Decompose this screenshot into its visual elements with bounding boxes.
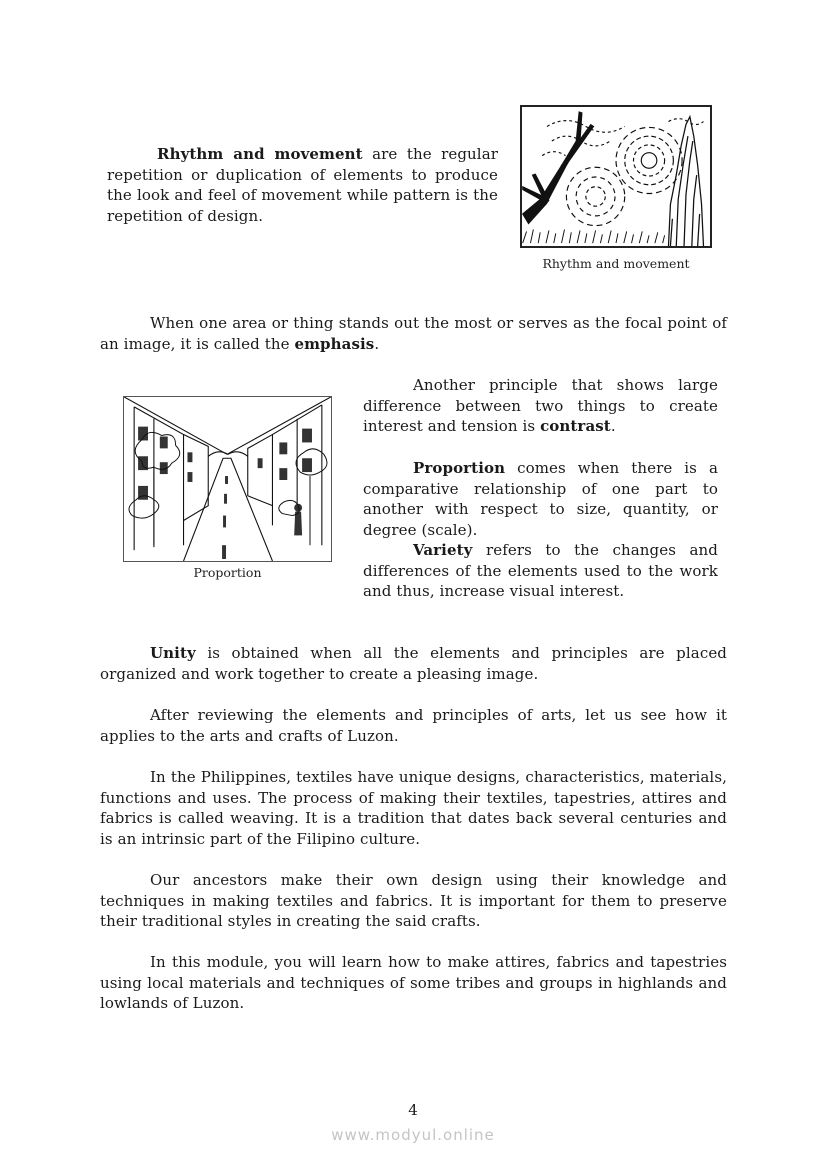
rhythm-term: Rhythm and movement xyxy=(157,145,363,163)
proportion-text: comes when there is a comparative relationship of one part to another with respect to size, quantity, or degree (scale). xyxy=(363,459,718,539)
rhythm-caption: Rhythm and movement xyxy=(542,256,690,271)
philippines-paragraph xyxy=(100,767,727,849)
proportion-term: Proportion xyxy=(413,459,506,477)
reviewing-text: After reviewing the elements and principles of arts, let us see how it applies to the arts and crafts of Luzon. xyxy=(100,706,727,745)
reviewing-paragraph xyxy=(100,705,727,746)
unity-paragraph xyxy=(100,643,727,684)
rhythm-text: are the regular repetition or duplication of elements to produce the look and feel of movement while pattern is the repetition of design. xyxy=(107,145,499,225)
module-paragraph xyxy=(100,952,727,1014)
ancestors-paragraph xyxy=(100,870,727,932)
module-text: In this module, you will learn how to make attires, fabrics and tapestries using local materials and techniques of some tribes and groups in highlands and lowlands of Luzon. xyxy=(100,953,727,1013)
proportion-paragraph xyxy=(363,458,718,540)
emphasis-text-after: . xyxy=(374,334,380,353)
proportion-illustration xyxy=(123,396,332,562)
emphasis-paragraph xyxy=(100,313,727,354)
emphasis-text-before: When one area or thing stands out the most or serves as the focal point of an image, it is called the xyxy=(100,314,727,353)
unity-text: is obtained when all the elements and principles are placed organized and work together to create a pleasing image. xyxy=(100,644,727,683)
rhythm-illustration xyxy=(520,105,712,248)
contrast-text-before: Another principle that shows large difference between two things to create interest and tension is xyxy=(363,376,718,436)
philippines-text: In the Philippines, textiles have unique designs, characteristics, materials, functions and uses. The process of making their textiles, tapestries, attires and fabrics is called weaving. It is a tradition that dates back several centuries and is an intrinsic part of the Filipino culture. xyxy=(100,768,727,848)
contrast-text-after: . xyxy=(610,417,616,436)
proportion-drawing xyxy=(124,397,331,561)
proportion-caption: Proportion xyxy=(193,565,262,580)
variety-term: Variety xyxy=(413,541,473,559)
ancestors-text: Our ancestors make their own design using their knowledge and techniques in making textiles and fabrics. It is important for them to preserve their traditional styles in creating the said crafts. xyxy=(100,871,727,931)
rhythm-paragraph xyxy=(107,144,498,226)
contrast-term: contrast xyxy=(540,417,611,436)
variety-paragraph xyxy=(363,540,718,602)
unity-term: Unity xyxy=(150,644,196,662)
rhythm-drawing xyxy=(522,107,710,246)
contrast-paragraph xyxy=(363,375,718,437)
variety-text: refers to the changes and differences of the elements used to the work and thus, increase visual interest. xyxy=(363,541,718,601)
emphasis-term: emphasis xyxy=(294,334,375,353)
watermark: www.modyul.online xyxy=(331,1126,495,1144)
page-number: 4 xyxy=(408,1101,418,1119)
